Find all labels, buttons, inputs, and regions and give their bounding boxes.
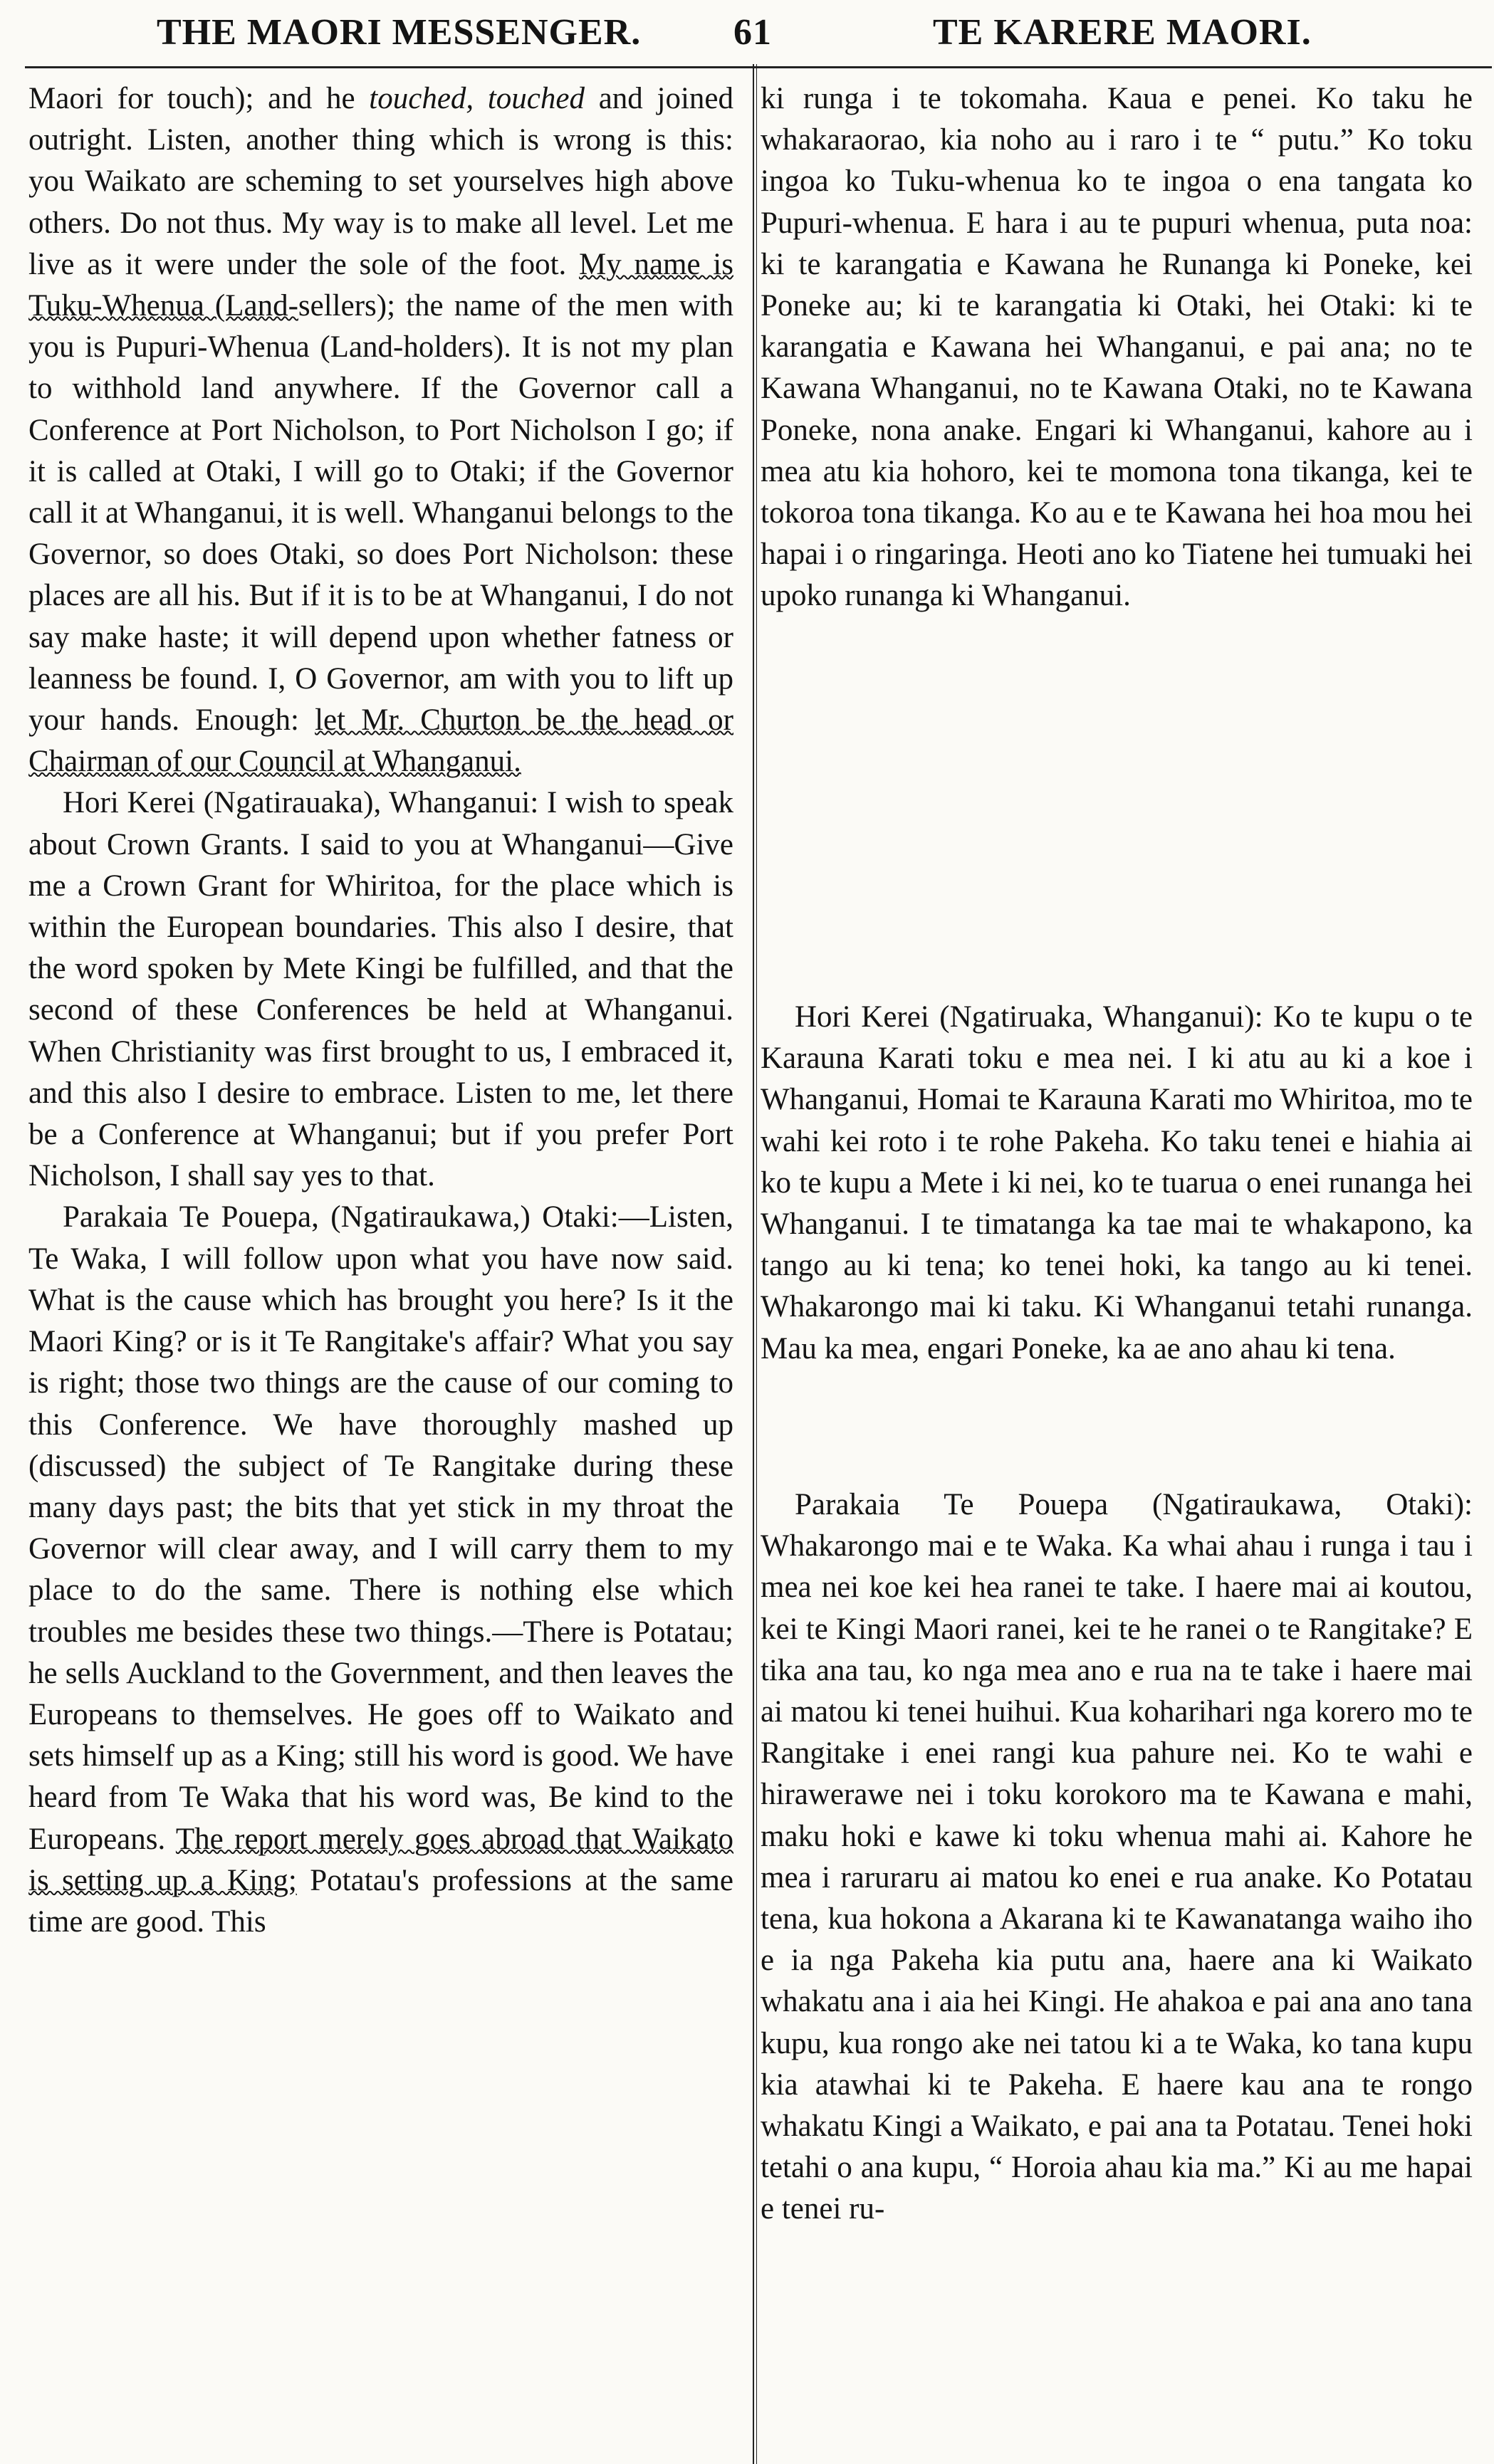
header-title-english: THE MAORI MESSENGER. xyxy=(157,12,642,53)
english-paragraph-hori-kerei: Hori Kerei (Ngatirauaka), Whanganui: I wish to speak about Crown Grants. I said to you at Whanganui—Give me a Crown Grant for Whiritoa, for the place which is within the European boundaries. This also I desire, that the word spoken by Mete Kingi be fulfilled, and that the second of these Conferences be held at Whanganui. When Christianity was first brought to us, I embraced it, and this also I desire to embrace. Listen to me, let there be a Conference at Whanganui; but if you prefer Port Nicholson, I shall say yes to that. xyxy=(28,786,733,1193)
english-column xyxy=(28,78,733,1943)
english-p3-underlined: The report merely goes abroad that Waikato is setting up a King; xyxy=(28,1822,734,1897)
english-p1-middle: sellers); the name of the men with you is Pupuri-Whenua (Land-holders). It is not my plan to withhold land anywhere. If the Governor call a Conference at Port Nicholson, to Port Nicholson I go; if it is called at Otaki, I will go to Otaki; if the Governor call it at Whanganui, it is well. Whanganui belongs to the Governor, so does Otaki, so does Port Nicholson: these places are all his. But if it is to be at Whanganui, I do not say make haste; it will depend upon whether fatness or leanness be found. I, O Governor, am with you to lift up your hands. Enough: xyxy=(28,289,733,738)
english-p1-continued: and joined outright. Listen, another thing which is wrong is this: you Waikato are scheming to set yourselves high above others. Do not thus. My way is to make all level. Let me live as it were under the sole of the foot. xyxy=(28,82,733,281)
maori-column-block-1 xyxy=(761,78,1473,617)
column-divider xyxy=(753,64,757,2464)
english-paragraph-parakaia xyxy=(28,1197,733,1943)
english-paragraph-1 xyxy=(28,78,733,782)
maori-paragraph-1: ki runga i te tokomaha. Kaua e penei. Ko taku he whakaraorao, kia noho au i raro i te “ putu.” Ko toku ingoa ko Tuku-whenua ko te ingoa o ena tangata ko Pupuri-whenua. E hara i au te pupuri whenua, puta noa: ki te karangatia e Kawana he Runanga ki Poneke, kei Poneke au; ki te karangatia ki Otaki, hei Otaki: ki te karangatia e Kawana hei Whanganui, e pai ana; no te Kawana Whanganui, no te Kawana Otaki, no te Kawana Poneke, nona anake. Engari ki Whanganui, kahore au i mea atu kia hohoro, kei te momona tona tikanga, kei te tokoroa tona tikanga. Ko au e te Kawana hei hoa mou hei hapai i o ringaringa. Heoti ano ko Tiatene hei tumuaki hei upoko runanga ki Whanganui. xyxy=(761,82,1473,613)
maori-paragraph-hori-kerei: Hori Kerei (Ngatiruaka, Whanganui): Ko te kupu o te Karauna Karati toku e mea nei. I ki atu au ki a koe i Whanganui, Homai te Karauna Karati mo Whiritoa, mo te wahi kei roto i te rohe Pakeha. Ko taku tenei e hiahia ai ko te kupu a Mete i ki nei, ko te tuarua o enei runanga hei Whanganui. I te timatanga ka tae mai te whakapono, ka tango au ki tena; ko tenei hoki, ka tango au ki tenei. Whakarongo mai ki taku. Ki Whanganui tetahi runanga. Mau ka mea, engari Poneke, ka ae ano ahau ki tena. xyxy=(761,1000,1473,1365)
maori-column-block-2 xyxy=(761,997,1473,1370)
english-p1-emphasis: touched, touched xyxy=(369,82,585,115)
english-p3-end: Potatau's professions at the same time are good. This xyxy=(28,1863,733,1939)
page-header xyxy=(135,3,1481,67)
english-p1-underlined-2: let Mr. Churton be the head or Chairman of our Council at Whanganui. xyxy=(28,703,733,779)
header-title-maori: TE KARERE MAORI. xyxy=(933,12,1312,53)
page-number: 61 xyxy=(733,12,772,53)
english-p1-start: Maori for touch); and he xyxy=(28,82,370,115)
english-p1-underlined-1: My name is Tuku-Whenua (Land- xyxy=(28,247,733,323)
header-rule xyxy=(25,66,1492,68)
maori-paragraph-parakaia: Parakaia Te Pouepa (Ngatiraukawa, Otaki): Whakarongo mai e te Waka. Ka whai ahau i runga i tau i mea nei koe kei hea ranei te take. I haere mai ai koutou, kei te Kingi Maori ranei, kei te he ranei o te Rangitake? E tika ana tau, ko nga mea ano e rua na te take i haere mai ai matou ki tenei huihui. Kua koharihari nga korero mo te Rangitake i enei rangi kua pahure nei. Ko te wahi e hirawerawe nei i toku korokoro ma te Kawana e mahi, maku hoki e kawe ki toku whenua mahi ai. Kahore he mea i raruraru ai matou ko enei e rua anake. Ko Potatau tena, kua hokona a Akarana ki te Kawanatanga waiho iho e ia nga Pakeha kia putu ana, haere ana ki Waikato whakatu ana i aia hei Kingi. He ahakoa e pai ana ano tana kupu, kua rongo ake nei tatou ki a te Waka, ko tana kupu kia atawhai ki te Pakeha. E haere kau ana te rongo whakatu Kingi a Waikato, e pai ana ta Potatau. Tenei hoki tetahi o ana kupu, “ Horoia ahau kia ma.” Ki au me hapai e tenei ru- xyxy=(761,1488,1473,2226)
english-p3-start: Parakaia Te Pouepa, (Ngatiraukawa,) Otaki:—Listen, Te Waka, I will follow upon what you have now said. What is the cause which has brought you here? Is it the Maori King? or is it Te Rangitake's affair? What you say is right; those two things are the cause of our coming to this Conference. We have thoroughly mashed up (discussed) the subject of Te Rangitake during these many days past; the bits that yet stick in my throat the Governor will clear away, and I will carry them to my place to do the same. There is nothing else which troubles me besides these two things.—There is Potatau; he sells Auckland to the Government, and then leaves the Europeans to themselves. He goes off to Waikato and sets himself up as a King; still his word is good. We have heard from Te Waka that his word was, Be kind to the Europeans. xyxy=(28,1200,733,1856)
maori-column-block-3 xyxy=(761,1484,1473,2230)
